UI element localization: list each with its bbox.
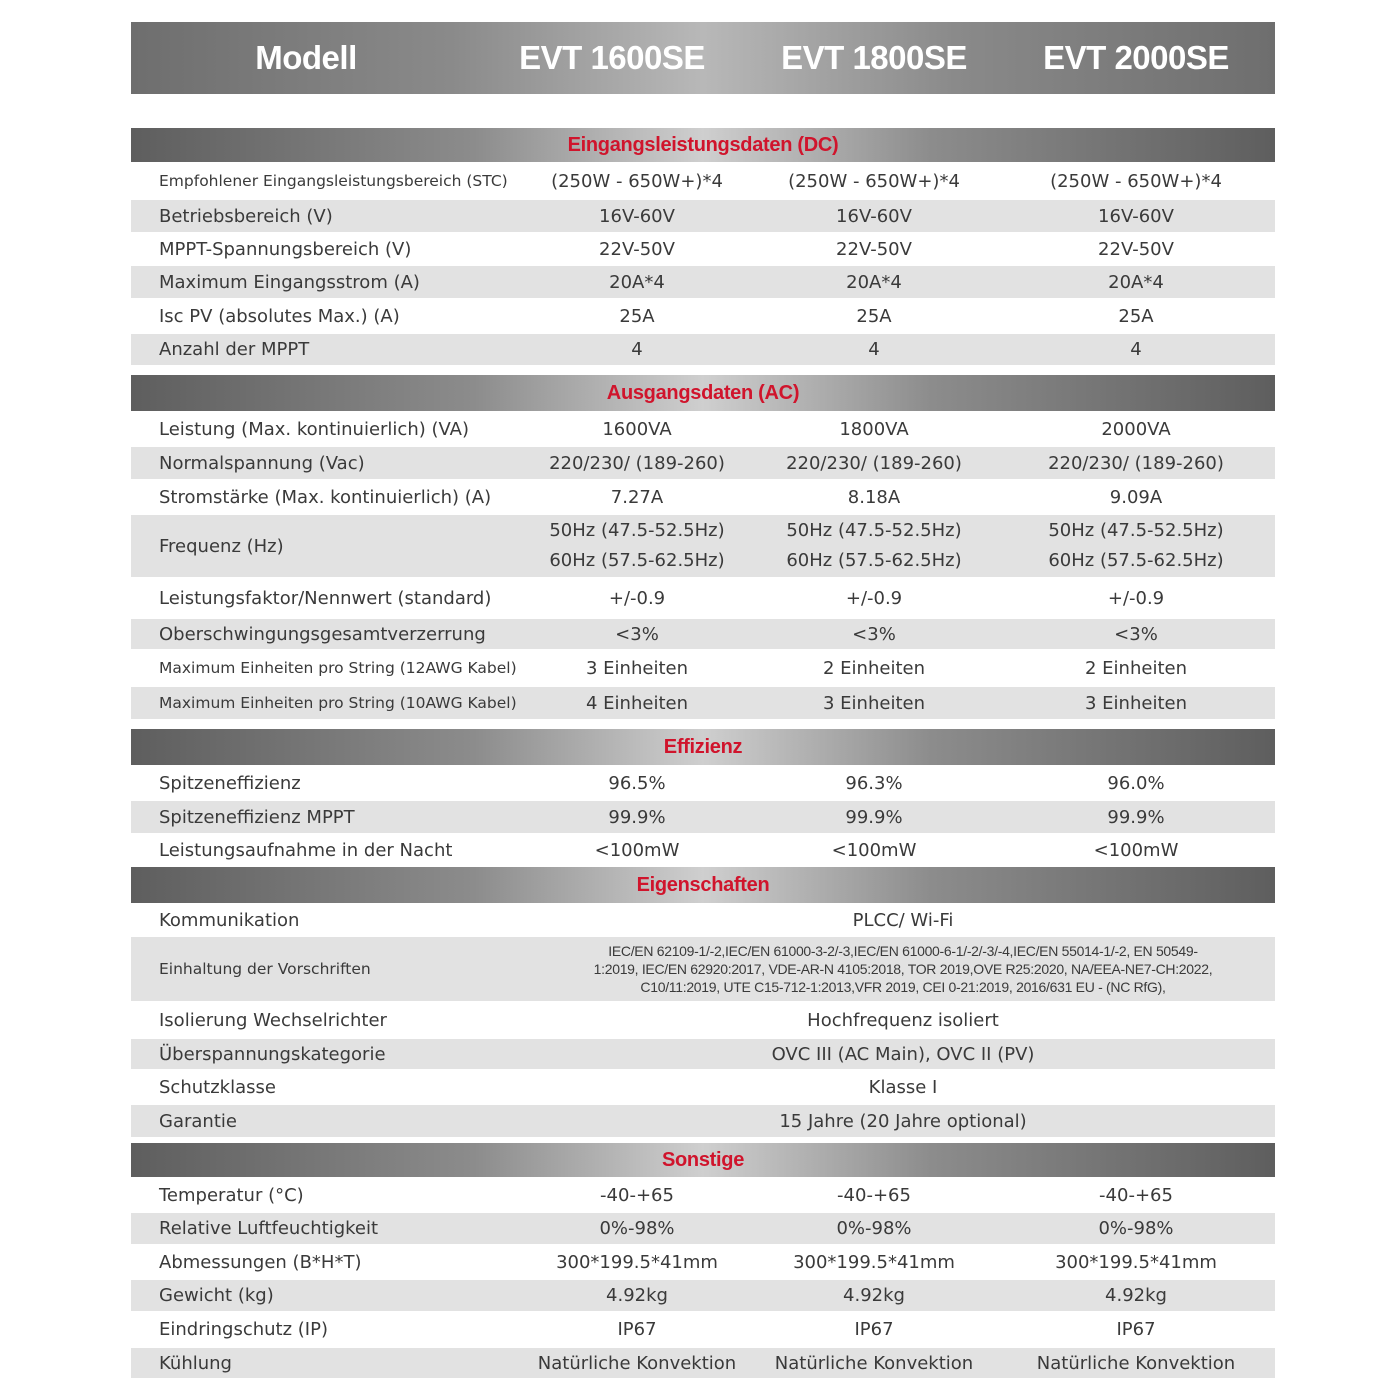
- section-efficiency: [131, 729, 1275, 867]
- table-row: [131, 765, 1275, 801]
- cell-value: 3 Einheiten: [586, 657, 688, 679]
- row-label: Leistung (Max. kontinuierlich) (VA): [159, 418, 469, 440]
- cell-value: 1800VA: [839, 418, 909, 440]
- cell-value: 9.09A: [1109, 486, 1163, 508]
- table-row: [131, 801, 1275, 833]
- cell-value: 2000VA: [1101, 418, 1171, 440]
- cell-value: 4: [868, 339, 880, 360]
- section-title: Eingangsleistungsdaten (DC): [131, 128, 1275, 162]
- row-label: Gewicht (kg): [159, 1285, 274, 1306]
- cell-line: 50Hz (47.5-52.5Hz): [786, 520, 962, 541]
- table-row: [131, 1213, 1275, 1244]
- cell-value: 3 Einheiten: [1085, 692, 1187, 714]
- table-row: [131, 1244, 1275, 1280]
- cell-value: 2 Einheiten: [823, 657, 925, 679]
- row-label: Betriebsbereich (V): [159, 205, 333, 227]
- cell-line: 60Hz (57.5-62.5Hz): [1048, 550, 1224, 571]
- model-name: EVT 2000SE: [1043, 39, 1229, 76]
- row-label: Kühlung: [159, 1352, 232, 1374]
- cell-value: (250W - 650W+)*4: [1050, 170, 1222, 192]
- cell-value: IP67: [1116, 1319, 1156, 1340]
- table-row: [131, 1177, 1275, 1213]
- cell-value: 25A: [856, 305, 892, 327]
- cell-value: 0%-98%: [836, 1218, 912, 1239]
- row-label: Empfohlener Eingangsleistungsbereich (STC): [159, 172, 508, 190]
- cell-value: 20A*4: [609, 271, 665, 293]
- row-label: Überspannungskategorie: [159, 1043, 386, 1065]
- table-row: [131, 1039, 1275, 1069]
- cell-value: +/-0.9: [845, 587, 903, 609]
- cell-value: 96.5%: [608, 772, 666, 794]
- cell-line: 60Hz (57.5-62.5Hz): [786, 550, 962, 571]
- cell-value: 4 Einheiten: [586, 692, 688, 714]
- compliance-line: C10/11:2019, UTE C15-712-1:2013,VFR 2019, CEI 0-21:2019, 2016/631 EU - (NC RfG),: [640, 979, 1166, 995]
- row-label: Isolierung Wechselrichter: [159, 1009, 387, 1031]
- cell-value: 220/230/ (189-260): [786, 452, 962, 474]
- cell-value: 0%-98%: [599, 1218, 675, 1239]
- cell-value: 99.9%: [845, 806, 903, 828]
- row-label: Stromstärke (Max. kontinuierlich) (A): [159, 486, 492, 508]
- cell-value: 96.3%: [845, 772, 903, 794]
- model-label: Modell: [255, 39, 357, 76]
- table-row: [131, 447, 1275, 479]
- cell-value: (250W - 650W+)*4: [551, 170, 723, 192]
- table-row: [131, 1348, 1275, 1378]
- table-row: [131, 232, 1275, 266]
- table-row: [131, 162, 1275, 200]
- table-row: [131, 1001, 1275, 1039]
- row-label: Leistungsfaktor/Nennwert (standard): [159, 587, 492, 609]
- cell-value: <3%: [1114, 623, 1158, 645]
- section-ac-output: [131, 375, 1275, 719]
- cell-value: <3%: [852, 623, 896, 645]
- cell-value: +/-0.9: [608, 587, 666, 609]
- cell-value: Natürliche Konvektion: [774, 1352, 974, 1374]
- table-row: [131, 649, 1275, 687]
- table-row: [131, 687, 1275, 719]
- section-title: Ausgangsdaten (AC): [131, 375, 1275, 411]
- row-label: Maximum Einheiten pro String (10AWG Kabel): [159, 694, 517, 712]
- compliance-line: 1:2019, IEC/EN 62920:2017, VDE-AR-N 4105:2018, TOR 2019,OVE R25:2020, NA/EEA-NE7-CH:2022,: [593, 961, 1213, 977]
- cell-value: 22V-50V: [836, 238, 912, 260]
- table-row: [131, 1311, 1275, 1348]
- row-label: Anzahl der MPPT: [159, 339, 310, 360]
- row-label: Frequenz (Hz): [159, 535, 284, 557]
- table-row: [131, 937, 1275, 1001]
- cell-value: 15 Jahre (20 Jahre optional): [779, 1110, 1027, 1132]
- cell-value: 20A*4: [1108, 271, 1164, 293]
- cell-value: 99.9%: [1107, 806, 1165, 828]
- cell-value: 2 Einheiten: [1085, 657, 1187, 679]
- row-label: MPPT-Spannungsbereich (V): [159, 238, 412, 260]
- cell-value: IP67: [854, 1319, 894, 1340]
- cell-value: 22V-50V: [1098, 238, 1174, 260]
- cell-value: <100mW: [594, 839, 680, 861]
- cell-value: 22V-50V: [599, 238, 675, 260]
- cell-line: 50Hz (47.5-52.5Hz): [1048, 520, 1224, 541]
- row-label: Temperatur (°C): [159, 1184, 304, 1206]
- cell-value: 1600VA: [602, 418, 672, 440]
- cell-value: (250W - 650W+)*4: [788, 170, 960, 192]
- cell-value: [531, 516, 743, 576]
- cell-value: 8.18A: [847, 486, 901, 508]
- cell-line: 60Hz (57.5-62.5Hz): [549, 550, 725, 571]
- cell-value: OVC III (AC Main), OVC II (PV): [771, 1043, 1035, 1065]
- cell-value: 300*199.5*41mm: [1055, 1251, 1217, 1273]
- row-label: Maximum Eingangsstrom (A): [159, 271, 420, 293]
- row-label: Leistungsaufnahme in der Nacht: [159, 839, 453, 861]
- cell-value: 16V-60V: [836, 205, 912, 227]
- table-row: [131, 266, 1275, 298]
- cell-value: 4.92kg: [843, 1285, 905, 1306]
- cell-line: 50Hz (47.5-52.5Hz): [549, 520, 725, 541]
- cell-value: 300*199.5*41mm: [793, 1251, 955, 1273]
- table-row: [131, 411, 1275, 447]
- row-label: Spitzeneffizienz MPPT: [159, 806, 355, 828]
- cell-value: 16V-60V: [1098, 205, 1174, 227]
- row-label: Isc PV (absolutes Max.) (A): [159, 305, 400, 327]
- cell-value: 4: [1130, 339, 1142, 360]
- spec-sheet: [131, 22, 1275, 1378]
- table-row: [131, 515, 1275, 577]
- cell-value: Natürliche Konvektion: [537, 1352, 737, 1374]
- row-label: Garantie: [159, 1110, 237, 1132]
- row-label: Schutzklasse: [159, 1076, 276, 1098]
- cell-value: -40-+65: [837, 1184, 911, 1206]
- cell-value: 25A: [1118, 305, 1154, 327]
- cell-value: Natürliche Konvektion: [1036, 1352, 1236, 1374]
- cell-value: 4.92kg: [606, 1285, 668, 1306]
- cell-value: 300*199.5*41mm: [556, 1251, 718, 1273]
- row-label: Abmessungen (B*H*T): [159, 1251, 362, 1273]
- cell-value: 20A*4: [846, 271, 902, 293]
- model-name: EVT 1800SE: [781, 39, 967, 76]
- cell-value: [1005, 516, 1267, 576]
- row-label: Relative Luftfeuchtigkeit: [159, 1218, 379, 1239]
- compliance-text: [531, 942, 1275, 996]
- cell-value: <100mW: [831, 839, 917, 861]
- cell-value: <100mW: [1093, 839, 1179, 861]
- cell-value: 4: [631, 339, 643, 360]
- cell-value: 16V-60V: [599, 205, 675, 227]
- section-other: [131, 1143, 1275, 1378]
- table-row: [131, 1069, 1275, 1105]
- cell-value: Hochfrequenz isoliert: [807, 1009, 999, 1031]
- cell-value: 7.27A: [610, 486, 664, 508]
- row-label: Normalspannung (Vac): [159, 452, 365, 474]
- cell-value: [743, 516, 1005, 576]
- cell-value: IP67: [617, 1319, 657, 1340]
- section-dc-input: [131, 128, 1275, 365]
- cell-value: +/-0.9: [1107, 587, 1165, 609]
- cell-value: 220/230/ (189-260): [1048, 452, 1224, 474]
- section-title: Effizienz: [131, 729, 1275, 765]
- cell-value: 96.0%: [1107, 772, 1165, 794]
- section-properties: [131, 867, 1275, 1137]
- table-row: [131, 200, 1275, 232]
- cell-value: 220/230/ (189-260): [549, 452, 725, 474]
- table-row: [131, 833, 1275, 867]
- table-row: [131, 1280, 1275, 1311]
- cell-value: 25A: [619, 305, 655, 327]
- table-row: [131, 619, 1275, 649]
- model-name: EVT 1600SE: [519, 39, 705, 76]
- cell-value: Klasse I: [868, 1076, 938, 1098]
- model-header: [131, 22, 1275, 94]
- cell-value: 99.9%: [608, 806, 666, 828]
- row-label: Maximum Einheiten pro String (12AWG Kabel): [159, 659, 517, 677]
- cell-value: 4.92kg: [1105, 1285, 1167, 1306]
- table-row: [131, 334, 1275, 365]
- cell-value: <3%: [615, 623, 659, 645]
- cell-value: PLCC/ Wi-Fi: [852, 909, 954, 931]
- row-label: Eindringschutz (IP): [159, 1319, 328, 1340]
- cell-value: 0%-98%: [1098, 1218, 1174, 1239]
- table-row: [131, 1105, 1275, 1137]
- row-label: Spitzeneffizienz: [159, 772, 301, 794]
- table-row: [131, 479, 1275, 515]
- cell-value: -40-+65: [600, 1184, 674, 1206]
- row-label: Einhaltung der Vorschriften: [159, 960, 371, 978]
- cell-value: 3 Einheiten: [823, 692, 925, 714]
- section-title: Eigenschaften: [131, 867, 1275, 903]
- row-label: Kommunikation: [159, 909, 300, 931]
- table-row: [131, 298, 1275, 334]
- cell-value: -40-+65: [1099, 1184, 1173, 1206]
- table-row: [131, 577, 1275, 619]
- section-title: Sonstige: [131, 1143, 1275, 1177]
- table-row: [131, 903, 1275, 937]
- compliance-line: IEC/EN 62109-1/-2,IEC/EN 61000-3-2/-3,IEC/EN 61000-6-1/-2/-3/-4,IEC/EN 55014-1/-2, EN 50549-: [608, 943, 1198, 959]
- row-label: Oberschwingungsgesamtverzerrung: [159, 623, 486, 645]
